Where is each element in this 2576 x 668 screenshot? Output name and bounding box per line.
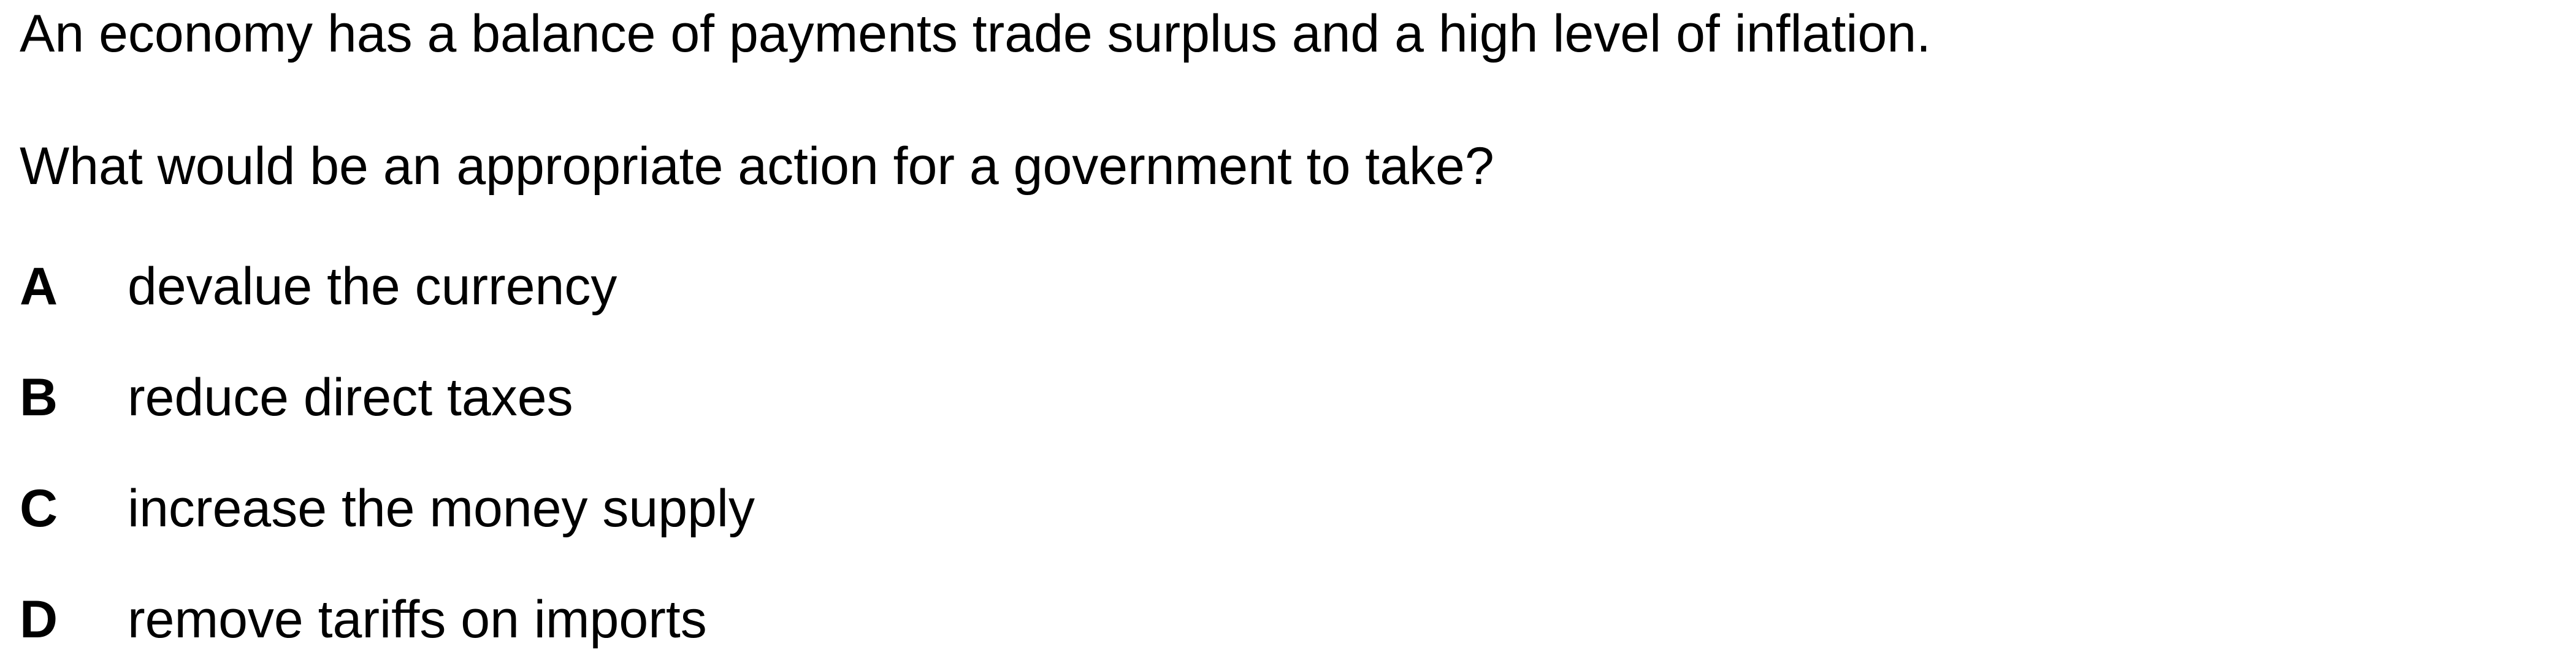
option-d-text: remove tariffs on imports	[128, 590, 707, 649]
option-d-letter: D	[20, 590, 58, 649]
question-stem: An economy has a balance of payments trade surplus and a high level of inflation.	[20, 4, 1932, 63]
option-c-letter: C	[20, 479, 58, 538]
option-a-text: devalue the currency	[128, 257, 617, 316]
option-a-letter: A	[20, 257, 58, 316]
option-b-text: reduce direct taxes	[128, 368, 573, 427]
option-c-text: increase the money supply	[128, 479, 755, 538]
question-prompt: What would be an appropriate action for a government to take?	[20, 137, 1494, 196]
option-b-letter: B	[20, 368, 58, 427]
